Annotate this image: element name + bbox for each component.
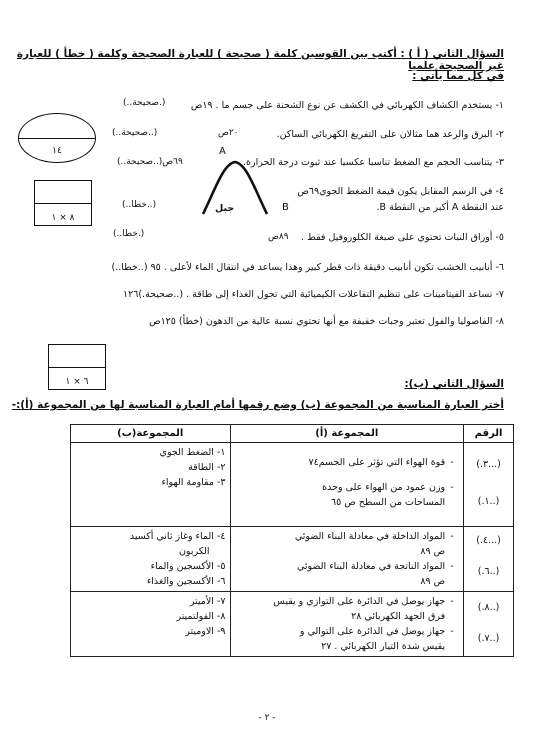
- group-a-item: جهاز يوصل في الدائرة على التوالي و: [299, 626, 446, 637]
- statement-5-answer: (..خطا.): [113, 229, 145, 239]
- mountain-diagram: [195, 150, 275, 220]
- statement-6: ٦- أنابيب الخشب تكون أنابيب دقيقة ذات قطر كبير وهذا يساعد في انتقال الماء لأعلى . ٩٥ (..خطا..): [111, 262, 504, 273]
- score-oval-value: ١٤: [52, 146, 62, 156]
- group-a-item: قوة الهواء التي تؤثر على الجسم٧٤: [308, 457, 446, 468]
- group-a-item-cont: ص ٨٩: [420, 546, 446, 557]
- row-3-group-b: [71, 592, 231, 657]
- section-b-instruction: أختر العبارة المناسبة من المجموعة (ب) وضع رقمها أمام العبارة المناسبة لها من المجموعة (أ):-: [11, 399, 504, 411]
- group-b-item: ١- الضغط الجوي: [159, 447, 226, 458]
- group-a-item: وزن عمود من الهواء على وحدة: [322, 482, 446, 493]
- section-b-title: السؤال الثاني (ب):: [404, 378, 504, 390]
- header-num: الرقم: [464, 425, 514, 443]
- row-2-group-b: [71, 527, 231, 592]
- statement-4-answer: (..خطا..): [122, 200, 157, 210]
- table-row: [71, 592, 514, 657]
- point-a-label: A: [219, 146, 226, 157]
- row-1-group-b: [71, 443, 231, 527]
- row-2-nums: [464, 527, 514, 592]
- group-b-item: ٨- الفولتميتر: [176, 611, 226, 622]
- score-box-section-b: [48, 344, 106, 390]
- table-row: [71, 527, 514, 592]
- group-b-item: ٢- الطاقة: [188, 462, 226, 473]
- score-box-section-a: [34, 180, 92, 226]
- statement-3: ٣- يتناسب الحجم مع الضغط تناسبا عكسيا عند ثبوت درجة الحرارة.: [242, 157, 504, 168]
- group-b-item: ٩- الاوميتر: [185, 626, 226, 637]
- score-oval: [18, 113, 96, 163]
- matching-table: [70, 424, 514, 657]
- answer-slot: (..٨.): [477, 602, 500, 613]
- group-b-item: ٣- مقاومة الهواء: [161, 477, 226, 488]
- statement-2-answer: (..صحيحة..): [112, 128, 158, 138]
- answer-slot: (...٤.): [476, 535, 501, 546]
- group-a-item-cont: فرق الجهد الكهربائي ٢٨: [351, 611, 446, 622]
- row-2-group-a: -المواد الداخلة في معادلة البناء الضوئي ص ٨٩ -المواد الناتجة في معادلة البناء الضوئي ص ٨٩: [230, 527, 464, 592]
- point-b-label: B: [282, 202, 289, 213]
- row-3-nums: [464, 592, 514, 657]
- score-box-section-b-value: ٦ × ١: [65, 377, 89, 387]
- answer-slot: (..٦.): [477, 566, 500, 577]
- statement-7: ٧- تساعد الفيتامينات على تنظيم التفاعلات الكيميائية التي تحول الغذاء إلى طاقة . (..صحيحة.)١٢٦: [123, 289, 504, 300]
- statement-5: ٥- أوراق النبات تحتوي على صبغة الكلوروفيل فقط .: [301, 232, 504, 243]
- group-b-item-cont: الكربون: [178, 546, 210, 557]
- statement-4: ٤- في الرسم المقابل يكون قيمة الضغط الجوي٦٩ص: [297, 186, 504, 197]
- statement-5-page: ٨٩ص: [268, 232, 289, 242]
- header-group-a: المجموعة (أ): [230, 425, 464, 443]
- page-number: - ٢ -: [258, 713, 276, 723]
- group-a-item-cont: المساحات من السطح ص ٦٥: [330, 497, 446, 508]
- group-b-item: ٤- الماء وغاز ثاني أكسيد: [129, 531, 226, 542]
- answer-slot: (..١.): [477, 496, 500, 507]
- header-group-b: المجموعة(ب): [71, 425, 231, 443]
- mountain-label: جبل: [215, 203, 235, 214]
- section-a-title: السؤال الثاني ( أ ) : أكتب بين القوسين كلمة ( صحيحة ) للعبارة الصحيحة وكلمة ( خطأ ) للعبارة غير الصحيحة علميا: [16, 48, 504, 72]
- group-a-item: المواد الداخلة في معادلة البناء الضوئي: [294, 531, 446, 542]
- answer-slot: (...٣.): [476, 459, 501, 470]
- table-row: [71, 443, 514, 527]
- section-a-title-cont: في كل مما يأتي :: [412, 70, 504, 82]
- statement-2: ٢- البرق والرعد هما مثالان على التفريغ الكهربائي الساكن.: [276, 129, 504, 140]
- answer-slot: (..٧.): [477, 633, 500, 644]
- row-1-group-a: -قوة الهواء التي تؤثر على الجسم٧٤ -وزن عمود من الهواء على وحدة المساحات من السطح ص ٦٥: [230, 443, 464, 527]
- table-header-row: [71, 425, 514, 443]
- group-a-item: جهاز يوصل في الدائرة على التوازي و يقيس: [273, 596, 446, 607]
- group-a-item: المواد الناتجة في معادلة البناء الضوئي: [296, 561, 446, 572]
- group-a-item-cont: ص ٨٩: [420, 576, 446, 587]
- group-b-item: ٧- الأميتر: [189, 596, 226, 607]
- group-b-item: ٦- الأكسجين والغذاء: [146, 576, 226, 587]
- row-3-group-a: -جهاز يوصل في الدائرة على التوازي و يقيس فرق الجهد الكهربائي ٢٨ -جهاز يوصل في الدائرة على التوالي و يقيس شدة التيار الكهربائي . ٢٧: [230, 592, 464, 657]
- group-a-item-cont: يقيس شدة التيار الكهربائي . ٢٧: [321, 641, 446, 652]
- group-b-item: ٥- الأكسجين والماء: [150, 561, 226, 572]
- statement-1-answer: (..صحيحة.): [123, 98, 166, 108]
- statement-4-cont: عند النقطة A أكبر من النقطة B.: [376, 202, 504, 213]
- statement-8: ٨- الفاصوليا والفول تعتبر وجبات خفيفة مع أنها تحتوي نسبة عالية من الدهون (خطأ) ١٢٥ص: [149, 316, 504, 327]
- statement-2-page: ٢٠ص: [218, 128, 239, 138]
- score-box-section-a-value: ٨ × ١: [51, 213, 75, 223]
- statement-3-answer: ٦٩ص(..صحيحة..): [117, 157, 183, 167]
- statement-1: ١- يستخدم الكشاف الكهربائي في الكشف عن نوع الشحنة على جسم ما . ١٩ص: [190, 100, 504, 111]
- row-1-nums: [464, 443, 514, 527]
